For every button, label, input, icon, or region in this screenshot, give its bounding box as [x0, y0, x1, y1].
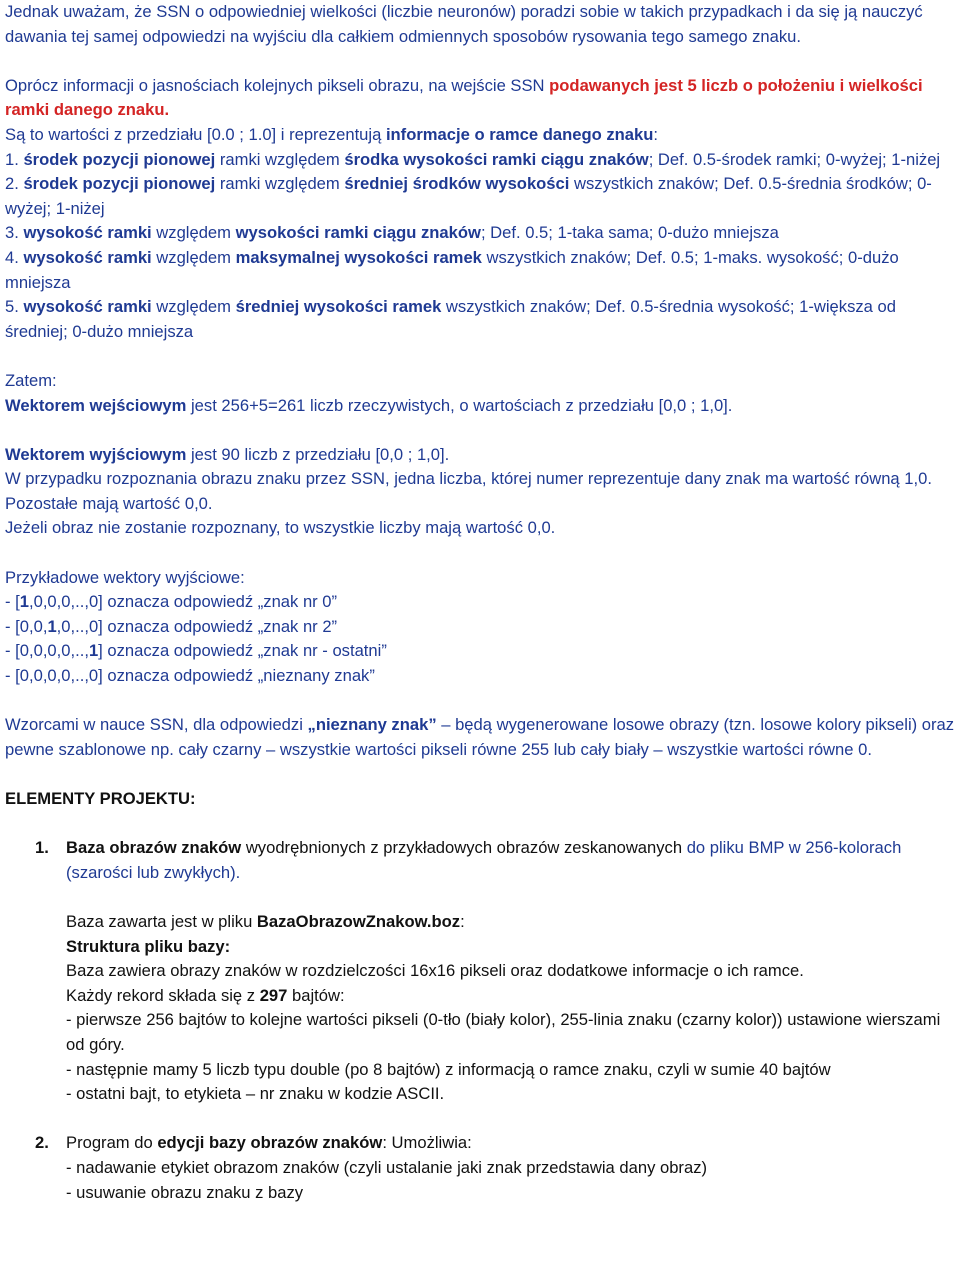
spacer — [5, 812, 955, 837]
spacer — [5, 344, 955, 369]
param-item — [5, 295, 955, 344]
example-pre: - [0,0, — [5, 616, 48, 636]
output-vector-bold: Wektorem wyjściowym — [5, 444, 187, 464]
param-item-def: wszystkich znaków; Def. 0.5-średnia środków; 0-wyżej; 1-niżej — [5, 174, 932, 218]
param-item-ref: środka wysokości ramki ciągu znaków — [344, 149, 649, 169]
params-range — [5, 123, 955, 148]
param-item — [5, 148, 955, 173]
document-page — [5, 0, 955, 1205]
record-line — [66, 984, 955, 1009]
params-intro-highlight: podawanych jest 5 liczb o położeniu i wielkości ramki danego znaku — [5, 75, 923, 120]
base-description — [5, 910, 955, 1107]
patterns-a: Wzorcami w nauce SSN, dla odpowiedzi — [5, 715, 308, 735]
param-item-subject: środek pozycji pionowej — [23, 149, 216, 169]
item-2-c: : Umożliwia: — [382, 1133, 472, 1153]
record-a: Każdy rekord składa się z — [66, 985, 260, 1005]
section-heading: ELEMENTY PROJEKTU: — [5, 789, 196, 808]
param-item — [5, 221, 955, 246]
spacer — [5, 49, 955, 74]
patterns-c: – będą wygenerowane losowe obrazy (tzn. losowe kolory pikseli) oraz pewne szablonowe np. cały czarny – wszystkie wartości pikseli równe 255 lub cały biały – wszystkie wartości równe 0. — [5, 715, 955, 759]
spacer — [5, 418, 955, 443]
item-2-heading — [66, 1131, 955, 1156]
param-item — [5, 172, 955, 221]
example-row — [5, 615, 955, 640]
params-range-bold: informacje o ramce danego znaku — [385, 124, 654, 144]
param-item-num: 3. — [5, 223, 24, 243]
item-2-a: Program do — [66, 1133, 158, 1153]
item-number: 2. — [35, 1133, 49, 1153]
record-bullet: - następnie mamy 5 liczb typu double (po 8 bajtów) z informacją o ramce znaku, czyli w sumie 40 bajtów — [66, 1059, 831, 1079]
structure-title: Struktura pliku bazy: — [66, 936, 231, 956]
spacer — [5, 1107, 955, 1132]
project-item-1 — [5, 836, 955, 885]
spacer — [5, 541, 955, 566]
item-1-blue: do pliku BMP w 256-kolorach (szarości lub zwykłych). — [66, 838, 902, 882]
param-item-rel: względem — [151, 223, 236, 243]
example-one: 1 — [47, 616, 57, 636]
recognition-text: W przypadku rozpoznania obrazu znaku przez SSN, jedna liczba, której numer reprezentuje dany znak ma wartość równą 1,0. Pozostałe mają wartość 0,0. — [5, 469, 932, 513]
params-range-text: Są to wartości z przedziału [0.0 ; 1.0] i reprezentują — [5, 124, 386, 144]
spacer — [5, 762, 955, 787]
input-vector-bold: Wektorem wejściowym — [5, 395, 187, 415]
spacer — [5, 885, 955, 910]
params-intro — [5, 74, 955, 123]
param-item-ref: średniej wysokości ramek — [235, 297, 442, 317]
params-intro-end: . — [164, 100, 170, 120]
no-recognition-text: Jeżeli obraz nie zostanie rozpoznany, to wszystkie liczby mają wartość 0,0. — [5, 518, 556, 538]
param-item-subject: wysokość ramki — [23, 223, 152, 243]
param-item-ref: maksymalnej wysokości ramek — [235, 247, 482, 267]
param-item-def: wszystkich znaków; Def. 0.5; 1-maks. wysokość; 0-dużo mniejsza — [5, 247, 899, 292]
param-item-num: 5. — [5, 297, 24, 317]
param-item-ref: średniej środków wysokości — [344, 174, 570, 194]
param-item-num: 1. — [5, 149, 24, 169]
item-2-bullet: - nadawanie etykiet obrazom znaków (czyli ustalanie jaki znak przedstawia dany obraz) — [66, 1157, 708, 1177]
base-file-a: Baza zawarta jest w pliku — [66, 911, 257, 931]
base-file-line — [66, 910, 955, 935]
examples-title: Przykładowe wektory wyjściowe: — [5, 567, 245, 587]
item-2-bullet: - usuwanie obrazu znaku z bazy — [66, 1182, 304, 1202]
param-item-def: wszystkich znaków; Def. 0.5-średnia wysokość; 1-większa od średniej; 0-dużo mniejsza — [5, 297, 896, 341]
param-item-def: ; Def. 0.5; 1-taka sama; 0-dużo mniejsza — [480, 223, 779, 243]
input-vector-rest: jest 256+5=261 liczb rzeczywistych, o wartościach z przedziału [0,0 ; 1,0]. — [186, 395, 733, 415]
example-post: ,0,..,0] oznacza odpowiedź „znak nr 2” — [56, 616, 338, 636]
example-post: ,0,0,0,..,0] oznacza odpowiedź „znak nr 0” — [28, 592, 338, 612]
param-item-num: 4. — [5, 247, 24, 267]
item-1-bold: Baza obrazów znaków — [66, 838, 242, 858]
patterns-unknown: „nieznany znak” — [307, 715, 437, 735]
example-one: 1 — [19, 592, 29, 612]
example-one: 1 — [88, 641, 99, 661]
example-post: ] oznacza odpowiedź „znak nr - ostatni” — [98, 641, 387, 661]
record-bullet: - ostatni bajt, to etykieta – nr znaku w kodzie ASCII. — [66, 1084, 445, 1104]
param-item-num: 2. — [5, 174, 24, 194]
item-1-heading — [66, 836, 955, 885]
example-pre: - [0,0,0,0,.., — [5, 641, 89, 661]
base-file-name: BazaObrazowZnakow.boz — [256, 911, 461, 931]
params-intro-text: Oprócz informacji o jasnościach kolejnych pikseli obrazu, na wejście SSN — [5, 75, 550, 95]
param-item-rel: względem — [151, 247, 236, 267]
record-bullet: - pierwsze 256 bajtów to kolejne wartości pikseli (0-tło (biały kolor), 255-linia znaku (czarny kolor)) ustawione wierszami od góry. — [66, 1010, 941, 1054]
item-number: 1. — [35, 838, 49, 858]
param-item — [5, 246, 955, 295]
param-item-rel: względem — [151, 297, 236, 317]
record-bytes: 297 — [259, 985, 288, 1005]
intro-text: Jednak uważam, że SSN o odpowiedniej wielkości (liczbie neuronów) poradzi sobie w takich przypadkach i da się ją nauczyć dawania tej samej odpowiedzi na wyjściu dla całkiem odmiennych sposobów rysowania tego samego znaku. — [5, 2, 923, 46]
example-pre: - [ — [5, 592, 20, 612]
example-row — [5, 639, 955, 664]
output-vector-line — [5, 443, 955, 468]
param-item-def: ; Def. 0.5-środek ramki; 0-wyżej; 1-niżej — [648, 149, 941, 169]
example-pre: - [0,0,0,0,..,0] oznacza odpowiedź „nieznany znak” — [5, 666, 375, 686]
item-2-bold: edycji bazy obrazów znaków — [157, 1133, 383, 1153]
zatem-label: Zatem: — [5, 370, 57, 390]
param-item-rel: ramki względem — [215, 149, 345, 169]
param-item-rel: ramki względem — [215, 174, 345, 194]
example-row — [5, 664, 955, 689]
param-item-subject: środek pozycji pionowej — [23, 174, 216, 194]
structure-desc: Baza zawiera obrazy znaków w rozdzielczości 16x16 pikseli oraz dodatkowe informacje o ich ramce. — [66, 961, 804, 981]
param-item-subject: wysokość ramki — [23, 247, 152, 267]
base-file-c: : — [460, 911, 465, 931]
spacer — [5, 689, 955, 714]
params-range-end: : — [653, 124, 658, 144]
record-c: bajtów: — [287, 985, 345, 1005]
patterns-paragraph — [5, 713, 955, 762]
output-vector-rest: jest 90 liczb z przedziału [0,0 ; 1,0]. — [186, 444, 450, 464]
project-item-2 — [5, 1131, 955, 1205]
input-vector-line — [5, 394, 955, 419]
intro-paragraph — [5, 0, 955, 49]
example-row — [5, 590, 955, 615]
item-1-black: wyodrębnionych z przykładowych obrazów zeskanowanych — [241, 838, 687, 858]
param-item-ref: wysokości ramki ciągu znaków — [235, 223, 481, 243]
param-item-subject: wysokość ramki — [23, 297, 152, 317]
